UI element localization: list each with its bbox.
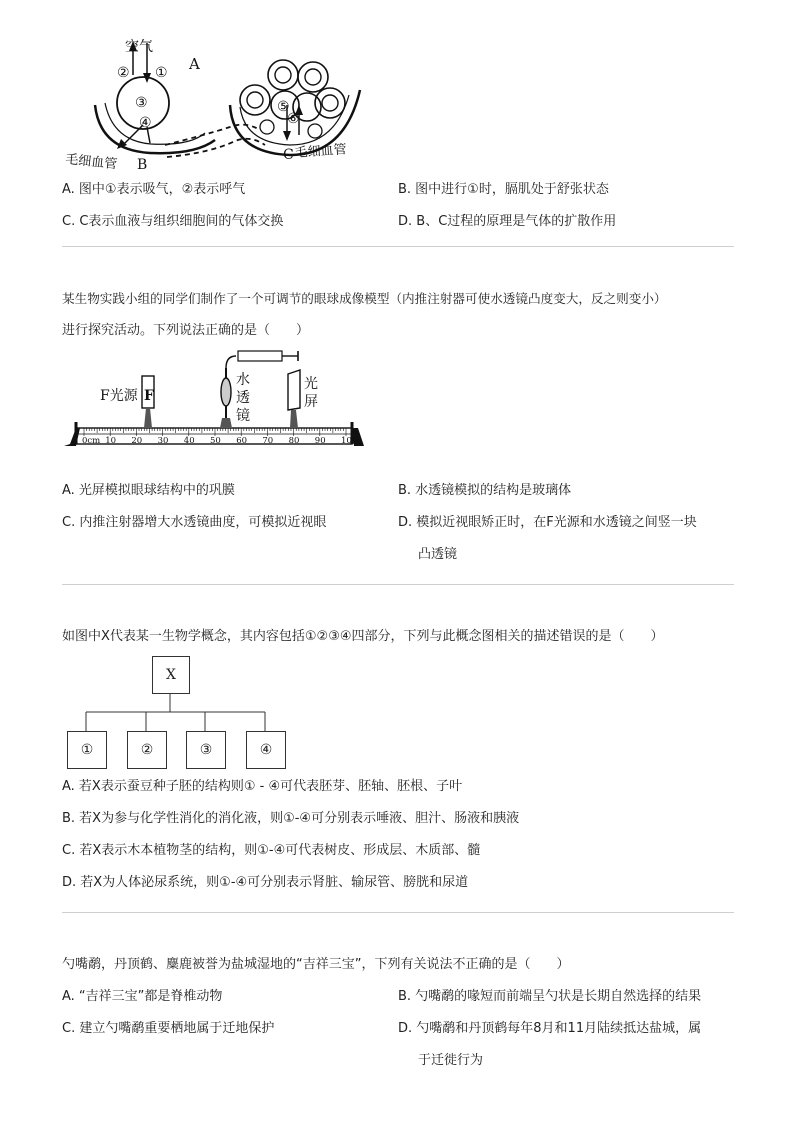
air-label: 空气 <box>125 39 153 55</box>
marker-5: ⑤ <box>277 99 290 115</box>
q4-option-d-line1: D. 勺嘴鹬和丹顶鹤每年8月和11月陆续抵达盐城，属 <box>398 1021 702 1036</box>
concept-child-4: ④ <box>246 731 286 769</box>
marker-1: ① <box>155 65 168 81</box>
q2-option-c: C. 内推注射器增大水透镜曲度，可模拟近视眼 <box>62 515 327 530</box>
label-C: C <box>283 147 294 163</box>
q3-option-c: C. 若X表示木本植物茎的结构，则①-④可代表树皮、形成层、木质部、髓 <box>62 843 481 858</box>
q1-option-b: B. 图中进行①时，膈肌处于舒张状态 <box>398 182 609 197</box>
marker-4: ④ <box>139 115 152 131</box>
q4-option-c: C. 建立勺嘴鹬重要栖地属于迁地保护 <box>62 1021 275 1036</box>
q4-stem: 勺嘴鹬，丹顶鹤、麋鹿被誉为盐城湿地的“吉祥三宝”，下列有关说法不正确的是（ ） <box>62 957 570 972</box>
ruler-tick-label: 30 <box>157 436 169 446</box>
marker-2: ② <box>117 65 130 81</box>
lens-label-3: 镜 <box>236 408 250 424</box>
ruler-tick-label: 10 <box>105 436 117 446</box>
concept-root-x: X <box>152 656 190 694</box>
label-B: B <box>137 157 148 173</box>
q2-option-a: A. 光屏模拟眼球结构中的巩膜 <box>62 483 235 498</box>
q2-stem-line2: 进行探究活动。下列说法正确的是（ ） <box>62 323 310 338</box>
q3-option-b: B. 若X为参与化学性消化的消化液，则①-④可分别表示唾液、胆汁、肠液和胰液 <box>62 811 520 826</box>
q3-option-d: D. 若X为人体泌尿系统，则①-④可分别表示肾脏、输尿管、膀胱和尿道 <box>62 875 469 890</box>
ruler-tick-label: 90 <box>314 436 326 446</box>
ruler-tick-label: 70 <box>262 436 274 446</box>
q4-option-a: A. “吉祥三宝”都是脊椎动物 <box>62 989 223 1004</box>
concept-child-3: ③ <box>186 731 226 769</box>
ruler-tick-label: 50 <box>210 436 221 446</box>
ruler-tick-label: 0cm <box>82 436 101 446</box>
marker-6: ⑥ <box>287 111 300 127</box>
ruler-tick-label: 100 <box>341 436 358 446</box>
label-A: A <box>189 55 200 73</box>
ruler-tick-label: 60 <box>236 436 248 446</box>
screen-label-1: 光 <box>304 376 318 392</box>
lens-label-2: 透 <box>236 390 250 406</box>
source-label: F光源 <box>100 388 138 404</box>
q2-stem-line1: 某生物实践小组的同学们制作了一个可调节的眼球成像模型（内推注射器可使水透镜凸度变大，反之则变小） <box>62 291 667 306</box>
ruler-tick-label: 20 <box>131 436 143 446</box>
q1-option-c: C. C表示血液与组织细胞间的气体交换 <box>62 214 284 229</box>
concept-child-2: ② <box>127 731 167 769</box>
concept-child-1: ① <box>67 731 107 769</box>
q2-option-d-line2: 凸透镜 <box>418 547 458 562</box>
q1-option-a: A. 图中①表示吸气，②表示呼气 <box>62 182 246 197</box>
screen-label-2: 屏 <box>304 394 318 410</box>
q4-option-b: B. 勺嘴鹬的喙短而前端呈勺状是长期自然选择的结果 <box>398 989 702 1004</box>
ruler-tick-label: 80 <box>288 436 300 446</box>
q4-option-d-line2: 于迁徙行为 <box>418 1053 484 1068</box>
q1-option-d: D. B、C过程的原理是气体的扩散作用 <box>398 214 617 229</box>
lens-label-1: 水 <box>236 372 250 388</box>
capillary-left-label: 毛细血管 <box>64 152 118 173</box>
q2-option-d-line1: D. 模拟近视眼矫正时，在F光源和水透镜之间竖一块 <box>398 515 697 530</box>
ruler-tick-label: 40 <box>183 436 195 446</box>
marker-3: ③ <box>135 95 148 111</box>
q3-option-a: A. 若X表示蚕豆种子胚的结构则① - ④可代表胚芽、胚轴、胚根、子叶 <box>62 779 463 794</box>
q2-option-b: B. 水透镜模拟的结构是玻璃体 <box>398 483 572 498</box>
divider <box>62 912 734 913</box>
q3-stem: 如图中X代表某一生物学概念，其内容包括①②③④四部分，下列与此概念图相关的描述错误的是（ ） <box>62 629 664 644</box>
capillary-right-label: 毛细血管 <box>294 142 348 161</box>
source-letter: F <box>144 388 154 404</box>
